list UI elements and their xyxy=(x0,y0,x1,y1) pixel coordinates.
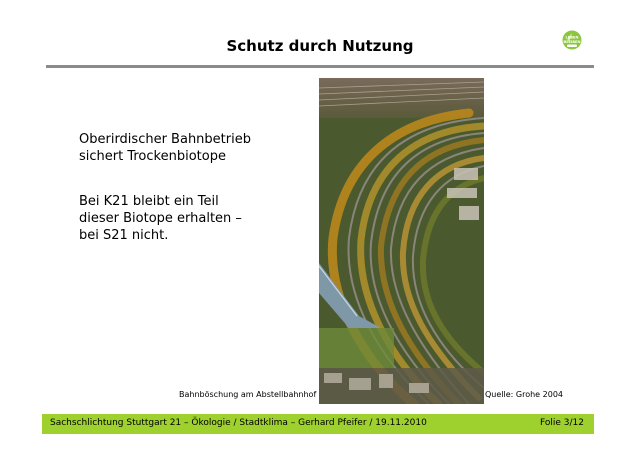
body-line: Oberirdischer Bahnbetrieb xyxy=(79,132,251,147)
photo-source: Quelle: Grohe 2004 xyxy=(485,390,563,399)
slide-title: Schutz durch Nutzung xyxy=(226,37,414,55)
aerial-rail-embankment-photo xyxy=(319,78,484,404)
title-divider xyxy=(46,65,594,68)
body-line: Bei K21 bleibt ein Teil xyxy=(79,194,219,209)
body-line: dieser Biotope erhalten – xyxy=(79,211,242,226)
footer-text: Sachschlichtung Stuttgart 21 – Ökologie / Stadtklima – Gerhard Pfeifer / 19.11.2010 xyxy=(50,418,427,428)
green-badge-logo-icon xyxy=(562,30,582,50)
photo-caption: Bahnböschung am Abstellbahnhof xyxy=(179,390,317,399)
body-paragraph-1 xyxy=(79,131,251,165)
svg-text:BLEIBEN: BLEIBEN xyxy=(563,40,581,44)
body-line: sichert Trockenbiotope xyxy=(79,149,226,164)
footer-bar xyxy=(42,414,594,434)
body-line: bei S21 nicht. xyxy=(79,228,169,243)
slide-number: Folie 3/12 xyxy=(540,418,584,428)
body-paragraph-2 xyxy=(79,193,242,244)
svg-text:LEBEN: LEBEN xyxy=(565,35,579,40)
